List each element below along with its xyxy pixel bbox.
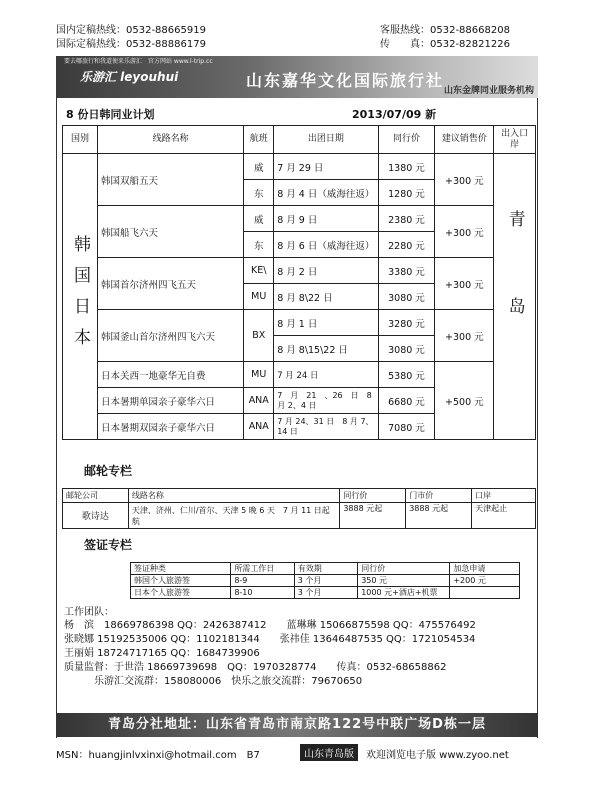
team-contact-line: 张晓娜 15192535006 QQ：1102181344 张祎佳 13646487535 QQ：1721054534: [64, 634, 476, 645]
date-cell: 8 月 1 日: [274, 310, 378, 336]
price-cell: 2380 元: [378, 206, 435, 232]
visa-days: 8-10: [231, 587, 294, 599]
price-cell: 3080 元: [378, 284, 435, 310]
visa-header: 所需工作日: [231, 563, 294, 575]
table-row: [63, 258, 536, 284]
service-hotline: 客服热线：0532-88668208: [380, 25, 510, 36]
suggest-price-cell: +500 元: [435, 362, 494, 440]
plan-title: 8 份日韩同业计划: [66, 108, 155, 121]
price-cell: 3280 元: [378, 310, 435, 336]
route-name: 韩国首尔济州四飞五天: [98, 258, 244, 310]
flight-cell: MU: [244, 362, 274, 388]
suggest-price-cell: +300 元: [435, 310, 494, 362]
flight-cell: 东: [244, 232, 274, 258]
flight-cell: KE\: [244, 258, 274, 284]
msn-contact: MSN：huangjinlvxinxi@hotmail.com B7: [56, 750, 260, 761]
suggest-price-cell: +300 元: [435, 206, 494, 258]
suggest-price-cell: +300 元: [435, 258, 494, 310]
branch-address-bar: 青岛分社地址：山东省青岛市南京路122号中联广场D栋一层: [56, 713, 538, 737]
cruise-table: [62, 488, 536, 529]
flight-cell: MU: [244, 284, 274, 310]
site-link[interactable]: 欢迎浏览电子版 www.zyoo.net: [366, 750, 509, 761]
flight-cell: ANA: [244, 414, 274, 440]
header-dates: 出团日期: [274, 126, 378, 154]
price-cell: 2280 元: [378, 232, 435, 258]
date-cell: 7 月 29 日: [274, 154, 378, 180]
visa-express: +200 元: [450, 575, 520, 587]
flight-cell: 东: [244, 180, 274, 206]
plan-date: 2013/07/09 新: [352, 108, 437, 121]
visa-validity: 3 个月: [294, 587, 357, 599]
date-cell: 8 月 4 日（威海往返）: [274, 180, 378, 206]
date-cell: 8 月 6 日（威海往返）: [274, 232, 378, 258]
table-row: [63, 362, 536, 388]
cruise-retail-price: 3888 元起: [406, 503, 472, 529]
price-cell: 3380 元: [378, 258, 435, 284]
flight-cell: ANA: [244, 388, 274, 414]
team-title: 工作团队：: [64, 607, 114, 618]
intl-hotline: 国际定稿热线：0532-88886179: [56, 39, 206, 50]
cruise-header: 邮轮公司: [63, 489, 129, 503]
route-name: 日本暑期单园亲子豪华六日: [98, 388, 244, 414]
route-name: 韩国釜山首尔济州四飞六天: [98, 310, 244, 362]
port-cell: 青岛: [494, 154, 536, 440]
visa-price: 1000 元+酒店+机票: [358, 587, 450, 599]
visa-validity: 3 个月: [294, 575, 357, 587]
visa-header-row: [131, 563, 520, 575]
suggest-price-cell: +300 元: [435, 154, 494, 206]
header-country: 国别: [63, 126, 98, 154]
visa-section-title: 签证专栏: [84, 538, 133, 552]
date-cell: 8 月 2 日: [274, 258, 378, 284]
route-name: 日本关西一地豪华无自费: [98, 362, 244, 388]
company-name: 山东嘉华文化国际旅行社: [246, 71, 445, 90]
route-name: 韩国双船五天: [98, 154, 244, 206]
team-contact-line: 王丽娟 18724717165 QQ：1684739906: [64, 648, 260, 659]
visa-type: 日本个人旅游签: [131, 587, 231, 599]
domestic-hotline: 国内定稿热线：0532-88665919: [56, 25, 206, 36]
table-row: [63, 154, 536, 180]
plan-table: [62, 125, 536, 440]
cruise-header: 线路名称: [128, 489, 339, 503]
banner-slogan: 要去哪旅行和我道便来乐游汇 官方网站 www.l-trip.cc: [64, 58, 213, 65]
date-cell: 8 月 8\15\22 日: [274, 336, 378, 362]
table-row: [63, 206, 536, 232]
fax-number: 传 真：0532-82821226: [380, 39, 510, 50]
header-flight: 航班: [244, 126, 274, 154]
visa-header: 有效期: [294, 563, 357, 575]
visa-table: [130, 562, 520, 599]
table-header-row: [63, 126, 536, 154]
visa-header: 同行价: [358, 563, 450, 575]
flight-cell: 威: [244, 206, 274, 232]
visa-express: [450, 587, 520, 599]
publisher-label: 山东青岛版: [300, 744, 358, 761]
brand-tagline: 山东金牌同业服务机构: [443, 86, 534, 96]
header-port: 出入口岸: [494, 126, 536, 154]
visa-days: 8-9: [231, 575, 294, 587]
visa-header: 签证种类: [131, 563, 231, 575]
date-cell: 8 月 9 日: [274, 206, 378, 232]
header-peer-price: 同行价: [378, 126, 435, 154]
cruise-route: 天津、济州、仁川/首尔、天津 5 晚 6 天 7 月 11 日起航: [128, 503, 339, 529]
header-suggest-price: 建议销售价: [435, 126, 494, 154]
date-cell: 7 月 24、31 日 8 月 7、14 日: [274, 414, 378, 440]
price-cell: 1280 元: [378, 180, 435, 206]
route-name: 日本暑期双园亲子豪华六日: [98, 414, 244, 440]
visa-price: 350 元: [358, 575, 450, 587]
table-row: [131, 587, 520, 599]
cruise-header: 口岸: [472, 489, 536, 503]
country-cell: 韩国日本: [63, 154, 98, 440]
date-cell: 7 月 21 、26 日 8 月 2、4 日: [274, 388, 378, 414]
price-cell: 1380 元: [378, 154, 435, 180]
price-cell: 3080 元: [378, 336, 435, 362]
visa-header: 加急申请: [450, 563, 520, 575]
agency-banner: [56, 56, 538, 98]
price-cell: 7080 元: [378, 414, 435, 440]
cruise-header: 同行价: [340, 489, 406, 503]
flight-cell: 威: [244, 154, 274, 180]
flight-cell: BX: [244, 310, 274, 362]
quality-supervisor-line: 质量监督：于世浩 18669739698 QQ：1970328774 传真：0532-68658862: [64, 662, 447, 673]
team-contact-line: 杨 滨 18669786398 QQ：2426387412 蓝琳琳 15066875598 QQ：475576492: [64, 620, 476, 631]
date-cell: 8 月 8\22 日: [274, 284, 378, 310]
cruise-port: 天津起止: [472, 503, 536, 529]
header-route: 线路名称: [98, 126, 244, 154]
table-row: [63, 310, 536, 336]
cruise-peer-price: 3888 元起: [340, 503, 406, 529]
price-cell: 6680 元: [378, 388, 435, 414]
price-cell: 5380 元: [378, 362, 435, 388]
exchange-groups-line: 乐游汇交流群：158080006 快乐之旅交流群：79670650: [64, 676, 363, 687]
leyouhui-logo: 乐游汇 leyouhui: [80, 70, 179, 84]
cruise-header-row: [63, 489, 536, 503]
cruise-section-title: 邮轮专栏: [84, 464, 133, 478]
cruise-header: 门市价: [406, 489, 472, 503]
route-name: 韩国船飞六天: [98, 206, 244, 258]
table-row: [131, 575, 520, 587]
cruise-company: 歌诗达: [63, 503, 129, 529]
date-cell: 7 月 24 日: [274, 362, 378, 388]
table-row: [63, 503, 536, 529]
visa-type: 韩国个人旅游签: [131, 575, 231, 587]
